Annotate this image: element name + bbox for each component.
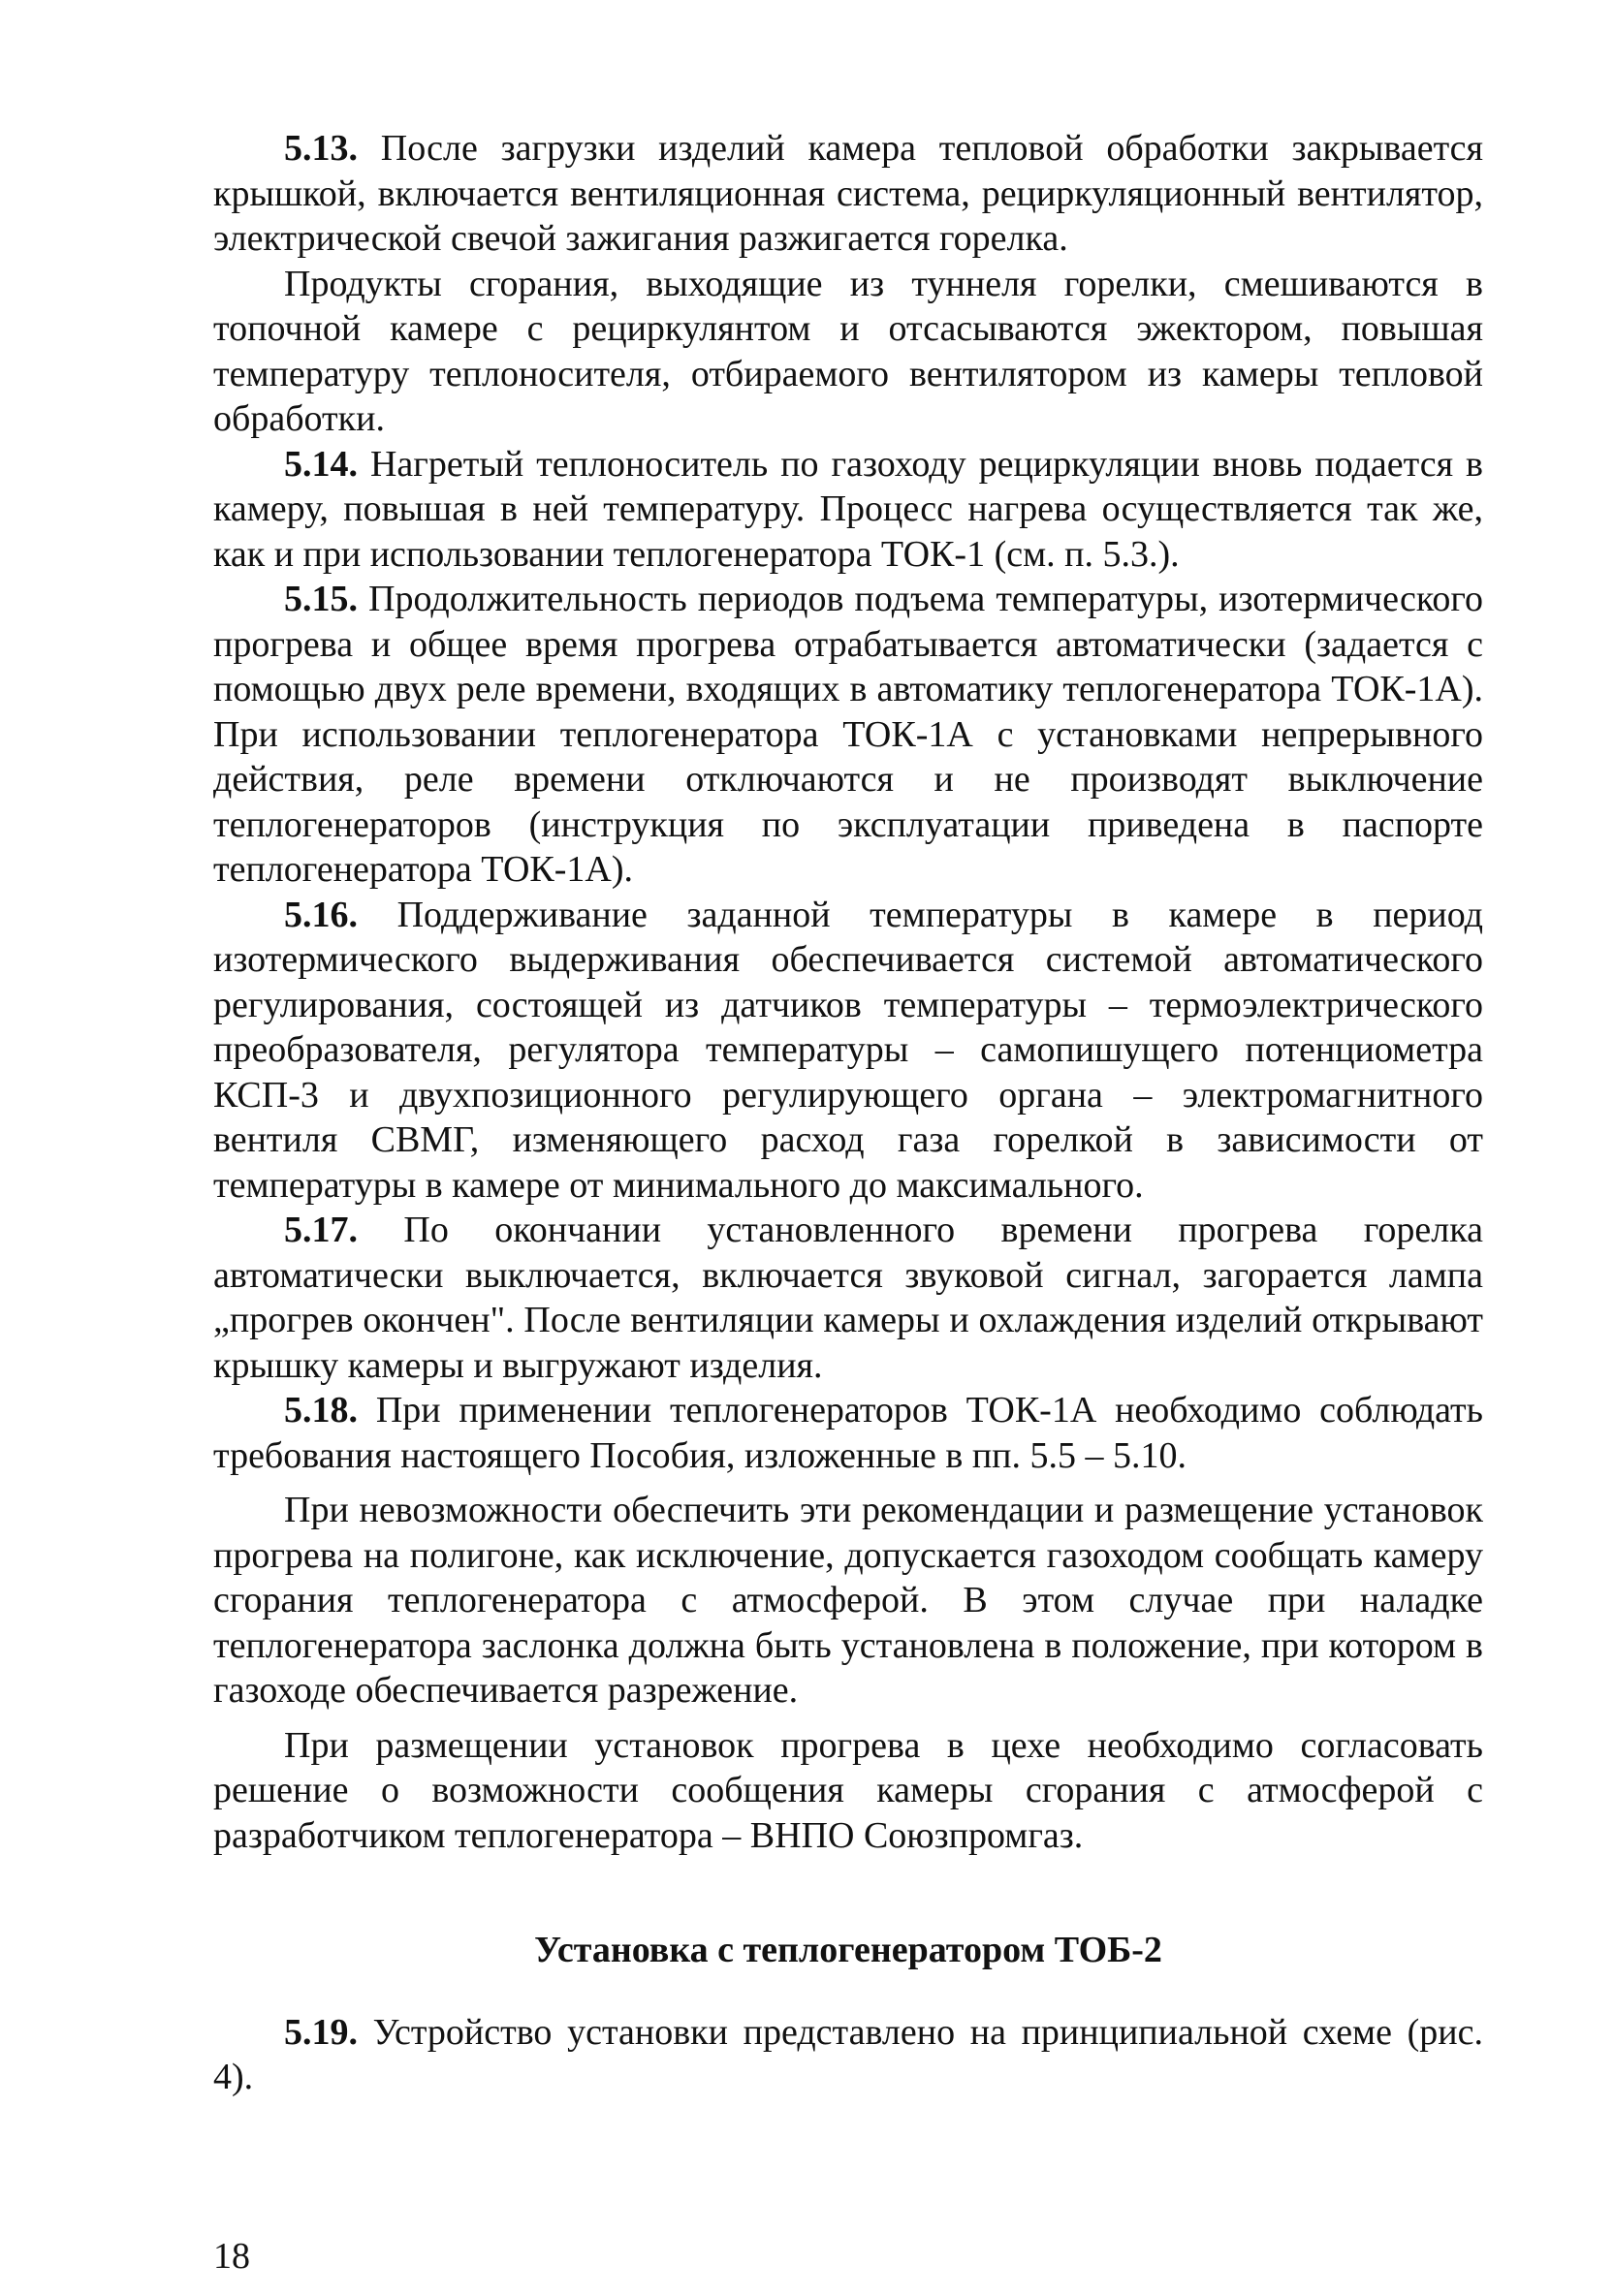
- paragraph-number: 5.18.: [284, 1390, 358, 1431]
- section-heading: Установка с теплогенератором ТОБ-2: [534, 1930, 1162, 1970]
- paragraph-text: По окончании установленного времени прогрева горелка автоматически выключается, включается звуковой сигнал, загорается лампа „прогрев окончен". После вентиляции камеры и охлаждения изделий открывают крышку камеры и выгружают изделия.: [213, 1210, 1483, 1386]
- paragraph-impossibility: [213, 1488, 1483, 1714]
- paragraph-5-18: [213, 1388, 1483, 1478]
- paragraph-text: Продолжительность периодов подъема температуры, изотермического прогрева и общее время прогрева отрабатывается автоматически (задается с помощью двух реле времени, входящих в автоматику теплогенератора ТОК-1А). При использовании теплогенератора ТОК-1А с установками непрерывного действия, реле времени отключаются и не производят выключение теплогенераторов (инструкция по эксплуатации приведена в паспорте теплогенератора ТОК-1А).: [213, 579, 1483, 890]
- paragraph-text: Устройство установки представлено на принципиальной схеме (рис. 4).: [213, 2011, 1483, 2097]
- paragraph-number: 5.19.: [284, 2011, 358, 2053]
- paragraph-number: 5.14.: [284, 443, 358, 485]
- paragraph-number: 5.16.: [284, 894, 358, 935]
- document-page: [213, 126, 1483, 2100]
- paragraph-number: 5.15.: [284, 579, 358, 619]
- paragraph-number: 5.17.: [284, 1210, 358, 1250]
- paragraph-text: Продукты сгорания, выходящие из туннеля горелки, смешиваются в топочной камере с рециркулянтом и отсасываются эжектором, повышая температуру теплоносителя, отбираемого вентилятором из камеры тепловой обработки.: [213, 263, 1483, 439]
- paragraph-5-14: [213, 442, 1483, 578]
- paragraph-combustion-products: [213, 262, 1483, 442]
- paragraph-workshop-placement: [213, 1723, 1483, 1859]
- paragraph-text: После загрузки изделий камера тепловой обработки закрывается крышкой, включается вентиляционная система, рециркуляционный вентилятор, электрической свечой зажигания разжигается горелка.: [213, 128, 1483, 259]
- paragraph-text: При невозможности обеспечить эти рекомендации и размещение установок прогрева на полигоне, как исключение, допускается газоходом сообщать камеру сгорания теплогенератора с атмосферой. В этом случае при наладке теплогенератора заслонка должна быть установлена в положение, при котором в газоходе обеспечивается разрежение.: [213, 1490, 1483, 1711]
- paragraph-text: Нагретый теплоноситель по газоходу рециркуляции вновь подается в камеру, повышая в ней температуру. Процесс нагрева осуществляется так же, как и при использовании теплогенератора ТОК-1 (см. п. 5.3.).: [213, 443, 1483, 575]
- page-number: 18: [213, 2236, 250, 2277]
- paragraph-text: Поддерживание заданной температуры в камере в период изотермического выдерживания обеспечивается системой автоматического регулирования, состоящей из датчиков температуры – термоэлектрического преобразователя, регулятора температуры – самопишущего потенциометра КСП-3 и двухпозиционного регулирующего органа – электромагнитного вентиля СВМГ, изменяющего расход газа горелкой в зависимости от температуры в камере от минимального до максимального.: [213, 894, 1483, 1206]
- paragraph-5-13: [213, 126, 1483, 262]
- paragraph-text: При размещении установок прогрева в цехе необходимо согласовать решение о возможности сообщения камеры сгорания с атмосферой с разработчиком теплогенератора – ВНПО Союзпромгаз.: [213, 1724, 1483, 1856]
- paragraph-5-17: [213, 1208, 1483, 1388]
- paragraph-text: При применении теплогенераторов ТОК-1А необходимо соблюдать требования настоящего Пособия, изложенные в пп. 5.5 – 5.10.: [213, 1390, 1483, 1476]
- paragraph-number: 5.13.: [284, 128, 358, 169]
- paragraph-5-16: [213, 893, 1483, 1209]
- paragraph-5-19: [213, 2010, 1483, 2100]
- paragraph-5-15: [213, 577, 1483, 893]
